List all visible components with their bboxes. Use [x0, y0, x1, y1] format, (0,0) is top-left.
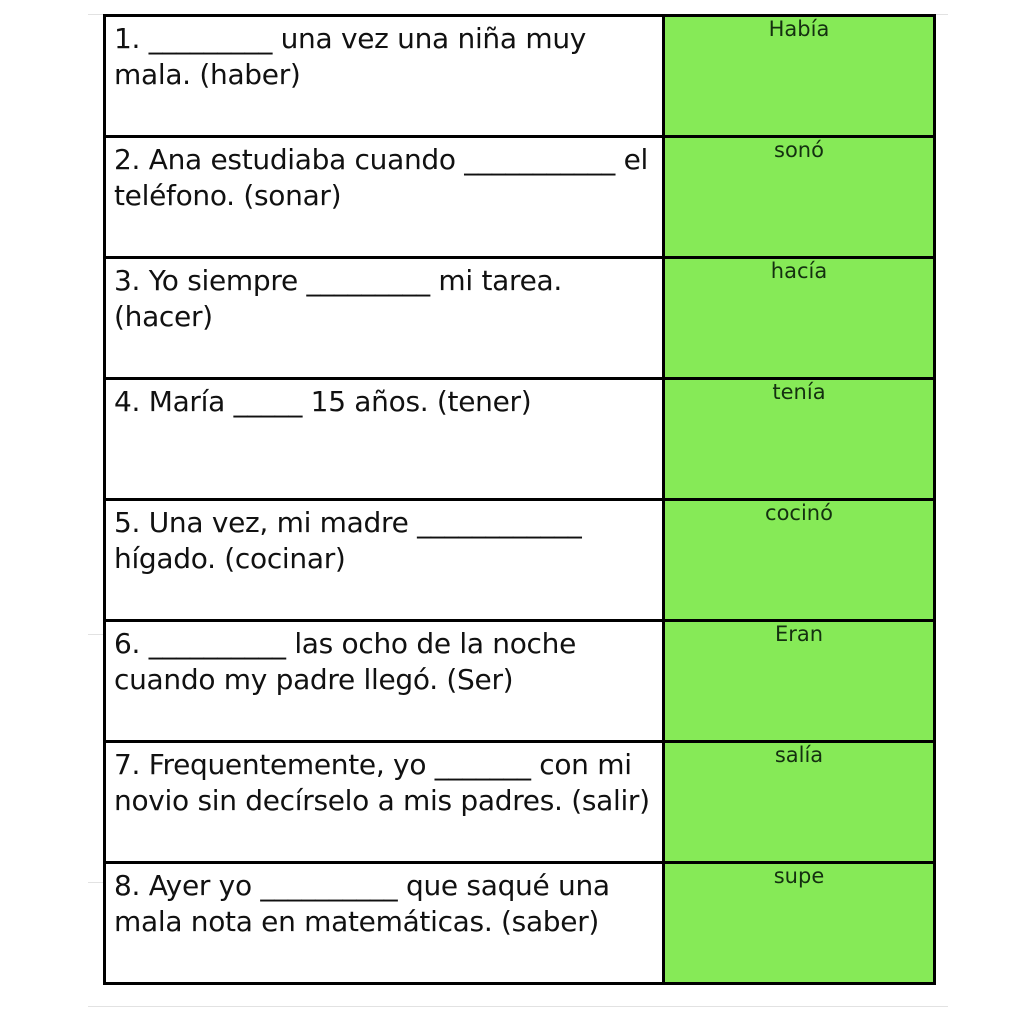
answer-cell[interactable]	[664, 379, 935, 500]
answer-cell[interactable]	[664, 16, 935, 137]
answer-text: hacía	[770, 259, 828, 283]
table-row	[105, 500, 935, 621]
question-cell[interactable]	[105, 379, 664, 500]
answer-text: supe	[773, 864, 825, 888]
question-cell[interactable]	[105, 137, 664, 258]
answer-text: sonó	[774, 138, 824, 162]
question-cell[interactable]	[105, 621, 664, 742]
table-row	[105, 863, 935, 984]
table-row	[105, 258, 935, 379]
table-row	[105, 137, 935, 258]
question-text: 4. María _____ 15 años. (tener)	[114, 385, 532, 418]
answer-cell[interactable]	[664, 863, 935, 984]
answer-cell[interactable]	[664, 137, 935, 258]
question-text: 8. Ayer yo __________ que saqué una mala nota en matemáticas. (saber)	[114, 869, 610, 938]
table-row	[105, 621, 935, 742]
question-cell[interactable]	[105, 742, 664, 863]
gridline	[88, 1006, 948, 1007]
worksheet-table	[103, 14, 936, 985]
answer-cell[interactable]	[664, 258, 935, 379]
question-text: 5. Una vez, mi madre ____________ hígado. (cocinar)	[114, 506, 582, 575]
table-row	[105, 742, 935, 863]
table-row	[105, 379, 935, 500]
answer-text: tenía	[772, 380, 826, 404]
question-text: 7. Frequentemente, yo _______ con mi novio sin decírselo a mis padres. (salir)	[114, 748, 650, 817]
answer-text: Había	[768, 17, 830, 41]
answer-cell[interactable]	[664, 621, 935, 742]
question-cell[interactable]	[105, 16, 664, 137]
question-cell[interactable]	[105, 258, 664, 379]
question-cell[interactable]	[105, 863, 664, 984]
answer-cell[interactable]	[664, 742, 935, 863]
question-text: 3. Yo siempre _________ mi tarea. (hacer)	[114, 264, 562, 333]
answer-cell[interactable]	[664, 500, 935, 621]
question-text: 1. _________ una vez una niña muy mala. (haber)	[114, 22, 587, 91]
answer-text: salía	[774, 743, 824, 767]
table-row	[105, 16, 935, 137]
answer-text: cocinó	[765, 501, 833, 525]
question-text: 6. __________ las ocho de la noche cuando my padre llegó. (Ser)	[114, 627, 577, 696]
answer-text: Eran	[774, 622, 824, 646]
question-cell[interactable]	[105, 500, 664, 621]
question-text: 2. Ana estudiaba cuando ___________ el teléfono. (sonar)	[114, 143, 649, 212]
